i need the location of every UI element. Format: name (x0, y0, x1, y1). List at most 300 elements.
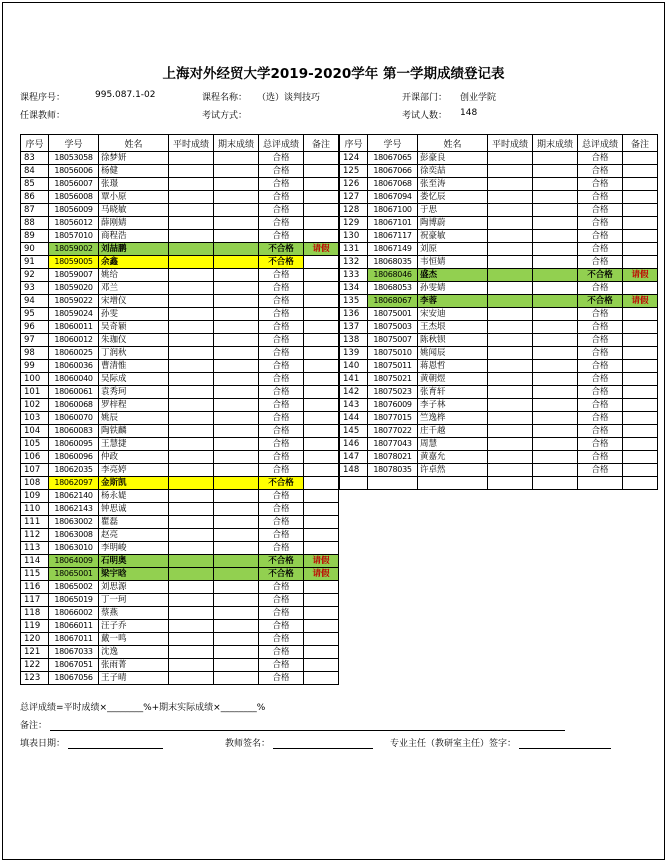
row-index-cell: 126 (340, 178, 368, 191)
student-name-cell: 蒋恩哲 (418, 360, 488, 373)
student-name-cell: 汪子乔 (99, 620, 169, 633)
student-name-cell: 仲政 (99, 451, 169, 464)
regular-score-cell (169, 165, 214, 178)
student-name-cell: 吴际成 (99, 373, 169, 386)
table-row (340, 165, 658, 178)
regular-score-cell (169, 529, 214, 542)
regular-score-cell (169, 412, 214, 425)
table-row (340, 230, 658, 243)
student-name-cell: 石明奥 (99, 555, 169, 568)
regular-score-cell (488, 386, 533, 399)
note-cell (623, 230, 658, 243)
row-index-cell: 110 (21, 503, 49, 516)
table-row (21, 503, 339, 516)
row-index-cell: 85 (21, 178, 49, 191)
student-name-cell: 张育轩 (418, 386, 488, 399)
row-index-cell: 142 (340, 386, 368, 399)
regular-score-cell (169, 217, 214, 230)
final-score-cell (214, 490, 259, 503)
row-index-cell: 108 (21, 477, 49, 490)
final-score-cell (214, 308, 259, 321)
table-row (340, 464, 658, 477)
overall-result-cell: 合格 (578, 243, 623, 256)
regular-score-cell (169, 659, 214, 672)
table-row (340, 360, 658, 373)
table-row (340, 334, 658, 347)
final-score-cell (214, 542, 259, 555)
table-row (340, 282, 658, 295)
row-index-cell: 90 (21, 243, 49, 256)
exam-count-label: 考试人数： (402, 111, 448, 121)
student-name-cell: 姚给 (99, 269, 169, 282)
note-cell (304, 386, 339, 399)
teacher-sign-label: 教师签名： (225, 739, 271, 749)
column-header: 序号 (21, 135, 49, 152)
table-row (340, 425, 658, 438)
student-id-cell: 18060070 (49, 412, 99, 425)
student-name-cell: 金斯凯 (99, 477, 169, 490)
final-score-cell (214, 412, 259, 425)
student-id-cell: 18068035 (368, 256, 418, 269)
student-name-cell: 杨永媞 (99, 490, 169, 503)
student-name-cell: 彭豪良 (418, 152, 488, 165)
table-row (340, 217, 658, 230)
overall-result-cell: 合格 (259, 581, 304, 594)
column-header: 总评成绩 (259, 135, 304, 152)
overall-result-cell: 合格 (578, 412, 623, 425)
regular-score-cell (169, 451, 214, 464)
note-cell (623, 334, 658, 347)
page-title: 上海对外经贸大学2019-2020学年 第一学期成绩登记表 (162, 66, 505, 82)
table-row (340, 438, 658, 451)
table-row (340, 373, 658, 386)
note-cell (304, 620, 339, 633)
regular-score-cell (488, 178, 533, 191)
row-index-cell: 143 (340, 399, 368, 412)
regular-score-cell (488, 399, 533, 412)
remark-label: 备注： (20, 721, 48, 731)
student-name-cell: 薛刚婧 (99, 217, 169, 230)
regular-score-cell (169, 399, 214, 412)
course-no-label: 课程序号： (20, 93, 66, 103)
grade-table-left (20, 134, 339, 685)
student-id-cell: 18067101 (368, 217, 418, 230)
final-score-cell (214, 152, 259, 165)
row-index-cell: 148 (340, 464, 368, 477)
note-cell (623, 412, 658, 425)
student-name-cell: 瞿磊 (99, 516, 169, 529)
regular-score-cell (169, 438, 214, 451)
student-id-cell (368, 477, 418, 490)
overall-result-cell: 合格 (259, 347, 304, 360)
row-index-cell: 127 (340, 191, 368, 204)
student-name-cell: 丁一珂 (99, 594, 169, 607)
table-row (21, 529, 339, 542)
row-index-cell: 130 (340, 230, 368, 243)
overall-result-cell: 合格 (578, 321, 623, 334)
note-cell (304, 425, 339, 438)
final-score-cell (214, 568, 259, 581)
column-header: 姓名 (418, 135, 488, 152)
final-score-cell (214, 659, 259, 672)
table-row (21, 282, 339, 295)
final-score-cell (214, 581, 259, 594)
student-id-cell: 18068067 (368, 295, 418, 308)
student-name-cell: 蔡燕 (99, 607, 169, 620)
student-name-cell: 孙雯婧 (418, 282, 488, 295)
student-id-cell: 18056008 (49, 191, 99, 204)
regular-score-cell (488, 204, 533, 217)
note-cell (304, 464, 339, 477)
regular-score-cell (169, 308, 214, 321)
note-cell (623, 451, 658, 464)
note-cell (304, 152, 339, 165)
row-index-cell: 139 (340, 347, 368, 360)
course-no-value: 995.087.1-02 (95, 90, 156, 100)
overall-result-cell: 合格 (259, 191, 304, 204)
note-cell (304, 412, 339, 425)
final-score-cell (533, 308, 578, 321)
regular-score-cell (169, 477, 214, 490)
final-score-cell (533, 464, 578, 477)
table-row (21, 672, 339, 685)
student-id-cell: 18064009 (49, 555, 99, 568)
table-row (21, 165, 339, 178)
student-name-cell: 张雨菁 (99, 659, 169, 672)
regular-score-cell (488, 438, 533, 451)
table-row (21, 646, 339, 659)
fill-date-label: 填表日期： (20, 739, 66, 749)
row-index-cell: 141 (340, 373, 368, 386)
course-name-label: 课程名称： (202, 93, 248, 103)
exam-count-value: 148 (460, 108, 478, 118)
column-header: 平时成绩 (169, 135, 214, 152)
student-id-cell: 18059020 (49, 282, 99, 295)
remark-blank-line (50, 719, 565, 731)
fill-date-blank (68, 737, 163, 749)
regular-score-cell (488, 165, 533, 178)
table-row (21, 594, 339, 607)
row-index-cell: 99 (21, 360, 49, 373)
table-row (21, 425, 339, 438)
student-name-cell: 曹清惟 (99, 360, 169, 373)
row-index-cell: 96 (21, 321, 49, 334)
row-index-cell: 135 (340, 295, 368, 308)
final-score-cell (533, 217, 578, 230)
director-sign-group (390, 736, 611, 749)
table-row (340, 347, 658, 360)
table-body-right (340, 152, 658, 490)
table-row (340, 152, 658, 165)
final-score-cell (214, 282, 259, 295)
overall-result-cell: 合格 (259, 425, 304, 438)
row-index-cell: 136 (340, 308, 368, 321)
student-id-cell: 18062140 (49, 490, 99, 503)
row-index-cell: 111 (21, 516, 49, 529)
course-name-value: （选）谈判技巧 (257, 93, 321, 103)
note-cell (623, 152, 658, 165)
row-index-cell: 97 (21, 334, 49, 347)
note-cell: 请假 (304, 243, 339, 256)
note-cell (304, 360, 339, 373)
regular-score-cell (488, 295, 533, 308)
student-name-cell: 盛杰 (418, 269, 488, 282)
student-id-cell: 18065001 (49, 568, 99, 581)
regular-score-cell (169, 646, 214, 659)
director-sign-blank (519, 737, 611, 749)
student-name-cell: 黄嘉允 (418, 451, 488, 464)
table-row (21, 516, 339, 529)
student-name-cell: 刘原 (418, 243, 488, 256)
overall-result-cell: 合格 (259, 269, 304, 282)
student-id-cell: 18059007 (49, 269, 99, 282)
note-cell (623, 477, 658, 490)
overall-result-cell: 不合格 (578, 269, 623, 282)
row-index-cell: 116 (21, 581, 49, 594)
table-row (21, 256, 339, 269)
note-cell: 请假 (304, 568, 339, 581)
final-score-cell (533, 295, 578, 308)
note-cell (623, 360, 658, 373)
student-id-cell: 18056007 (49, 178, 99, 191)
student-name-cell: 李子林 (418, 399, 488, 412)
note-cell (623, 243, 658, 256)
overall-result-cell: 合格 (578, 191, 623, 204)
final-score-cell (533, 412, 578, 425)
student-id-cell: 18067149 (368, 243, 418, 256)
student-id-cell: 18059024 (49, 308, 99, 321)
student-id-cell: 18075007 (368, 334, 418, 347)
row-index-cell: 134 (340, 282, 368, 295)
student-id-cell: 18060040 (49, 373, 99, 386)
note-cell (304, 256, 339, 269)
regular-score-cell (169, 672, 214, 685)
row-index-cell: 112 (21, 529, 49, 542)
grade-table-right (339, 134, 658, 490)
student-name-cell: 刘思源 (99, 581, 169, 594)
table-row (21, 230, 339, 243)
overall-result-cell: 合格 (259, 607, 304, 620)
final-score-cell (214, 620, 259, 633)
note-cell (304, 308, 339, 321)
note-cell (304, 295, 339, 308)
student-name-cell: 李亮婷 (99, 464, 169, 477)
table-row (21, 451, 339, 464)
table-row (340, 204, 658, 217)
final-score-cell (533, 269, 578, 282)
regular-score-cell (169, 321, 214, 334)
table-row (21, 295, 339, 308)
table-row (21, 412, 339, 425)
student-name-cell: 徐奕喆 (418, 165, 488, 178)
overall-result-cell: 合格 (578, 152, 623, 165)
row-index-cell: 101 (21, 386, 49, 399)
student-name-cell: 宋增仪 (99, 295, 169, 308)
note-cell (623, 217, 658, 230)
student-name-cell: 余鑫 (99, 256, 169, 269)
table-row (340, 256, 658, 269)
student-id-cell: 18056006 (49, 165, 99, 178)
remark-line (20, 718, 655, 731)
student-id-cell: 18060012 (49, 334, 99, 347)
student-id-cell: 18076009 (368, 399, 418, 412)
overall-result-cell: 合格 (578, 386, 623, 399)
final-score-cell (533, 386, 578, 399)
final-score-cell (533, 360, 578, 373)
final-score-cell (533, 477, 578, 490)
table-row (21, 347, 339, 360)
note-cell (623, 464, 658, 477)
final-score-cell (533, 334, 578, 347)
note-cell (623, 399, 658, 412)
student-name-cell: 商程浩 (99, 230, 169, 243)
note-cell (623, 191, 658, 204)
note-cell (304, 282, 339, 295)
regular-score-cell (169, 191, 214, 204)
row-index-cell: 100 (21, 373, 49, 386)
student-id-cell: 18067066 (368, 165, 418, 178)
course-info-line-1 (20, 90, 655, 104)
note-cell (623, 178, 658, 191)
row-index-cell: 146 (340, 438, 368, 451)
table-row (21, 386, 339, 399)
student-id-cell: 18066002 (49, 607, 99, 620)
note-cell (623, 165, 658, 178)
student-name-cell: 杨健 (99, 165, 169, 178)
table-row (21, 438, 339, 451)
note-cell (304, 581, 339, 594)
table-body-left (21, 152, 339, 685)
final-score-cell (214, 178, 259, 191)
table-row (340, 295, 658, 308)
regular-score-cell (169, 152, 214, 165)
teacher-sign-group (225, 736, 373, 749)
column-header: 期末成绩 (214, 135, 259, 152)
student-name-cell: 吴奇颖 (99, 321, 169, 334)
note-cell (623, 373, 658, 386)
overall-result-cell: 合格 (578, 165, 623, 178)
student-id-cell: 18059005 (49, 256, 99, 269)
row-index-cell: 117 (21, 594, 49, 607)
student-name-cell: 祝豪敏 (418, 230, 488, 243)
column-header: 期末成绩 (533, 135, 578, 152)
row-index-cell: 124 (340, 152, 368, 165)
grade-tables-container (20, 134, 656, 685)
student-id-cell: 18062035 (49, 464, 99, 477)
table-row (21, 659, 339, 672)
overall-result-cell: 合格 (259, 516, 304, 529)
final-score-cell (214, 191, 259, 204)
regular-score-cell (169, 269, 214, 282)
row-index-cell: 145 (340, 425, 368, 438)
overall-result-cell: 合格 (578, 256, 623, 269)
row-index-cell: 128 (340, 204, 368, 217)
department-value: 创业学院 (460, 93, 497, 103)
regular-score-cell (169, 425, 214, 438)
overall-result-cell: 合格 (259, 295, 304, 308)
student-name-cell: 王杰垠 (418, 321, 488, 334)
note-cell: 请假 (623, 295, 658, 308)
row-index-cell: 109 (21, 490, 49, 503)
student-id-cell: 18078035 (368, 464, 418, 477)
table-row (21, 334, 339, 347)
final-score-cell (214, 165, 259, 178)
regular-score-cell (488, 425, 533, 438)
final-score-cell (214, 399, 259, 412)
overall-result-cell: 不合格 (259, 243, 304, 256)
overall-result-cell: 合格 (578, 438, 623, 451)
note-cell (304, 451, 339, 464)
regular-score-cell (488, 321, 533, 334)
regular-score-cell (488, 308, 533, 321)
row-index-cell: 129 (340, 217, 368, 230)
student-name-cell: 陶博蔚 (418, 217, 488, 230)
overall-result-cell: 合格 (259, 373, 304, 386)
table-row (340, 178, 658, 191)
regular-score-cell (488, 360, 533, 373)
student-name-cell: 于思 (418, 204, 488, 217)
final-score-cell (214, 347, 259, 360)
student-id-cell: 18060068 (49, 399, 99, 412)
final-score-cell (533, 191, 578, 204)
row-index-cell: 103 (21, 412, 49, 425)
overall-result-cell: 合格 (259, 620, 304, 633)
table-row (21, 464, 339, 477)
overall-result-cell: 不合格 (259, 256, 304, 269)
overall-result-cell: 合格 (578, 217, 623, 230)
column-header: 备注 (304, 135, 339, 152)
regular-score-cell (488, 152, 533, 165)
final-score-cell (214, 217, 259, 230)
regular-score-cell (169, 282, 214, 295)
table-row (21, 490, 339, 503)
final-score-cell (214, 529, 259, 542)
note-cell (304, 490, 339, 503)
overall-result-cell: 合格 (259, 204, 304, 217)
final-score-cell (214, 464, 259, 477)
student-name-cell: 王子晴 (99, 672, 169, 685)
column-header: 学号 (368, 135, 418, 152)
final-score-cell (533, 256, 578, 269)
note-cell (304, 516, 339, 529)
regular-score-cell (488, 451, 533, 464)
overall-result-cell (578, 477, 623, 490)
regular-score-cell (488, 373, 533, 386)
final-score-cell (533, 321, 578, 334)
table-row (21, 321, 339, 334)
overall-result-cell: 合格 (259, 282, 304, 295)
table-row (340, 243, 658, 256)
note-cell (623, 347, 658, 360)
row-index-cell: 119 (21, 620, 49, 633)
regular-score-cell (169, 464, 214, 477)
row-index-cell: 95 (21, 308, 49, 321)
note-cell: 请假 (623, 269, 658, 282)
final-score-cell (214, 633, 259, 646)
table-row (340, 386, 658, 399)
final-score-cell (533, 347, 578, 360)
student-id-cell: 18065002 (49, 581, 99, 594)
student-name-cell: 竺逸桦 (418, 412, 488, 425)
note-cell (623, 386, 658, 399)
overall-result-cell: 合格 (578, 204, 623, 217)
overall-result-cell: 合格 (259, 672, 304, 685)
overall-result-cell: 合格 (578, 464, 623, 477)
final-score-cell (533, 152, 578, 165)
note-cell (304, 165, 339, 178)
student-id-cell: 18059022 (49, 295, 99, 308)
row-index-cell: 122 (21, 659, 49, 672)
